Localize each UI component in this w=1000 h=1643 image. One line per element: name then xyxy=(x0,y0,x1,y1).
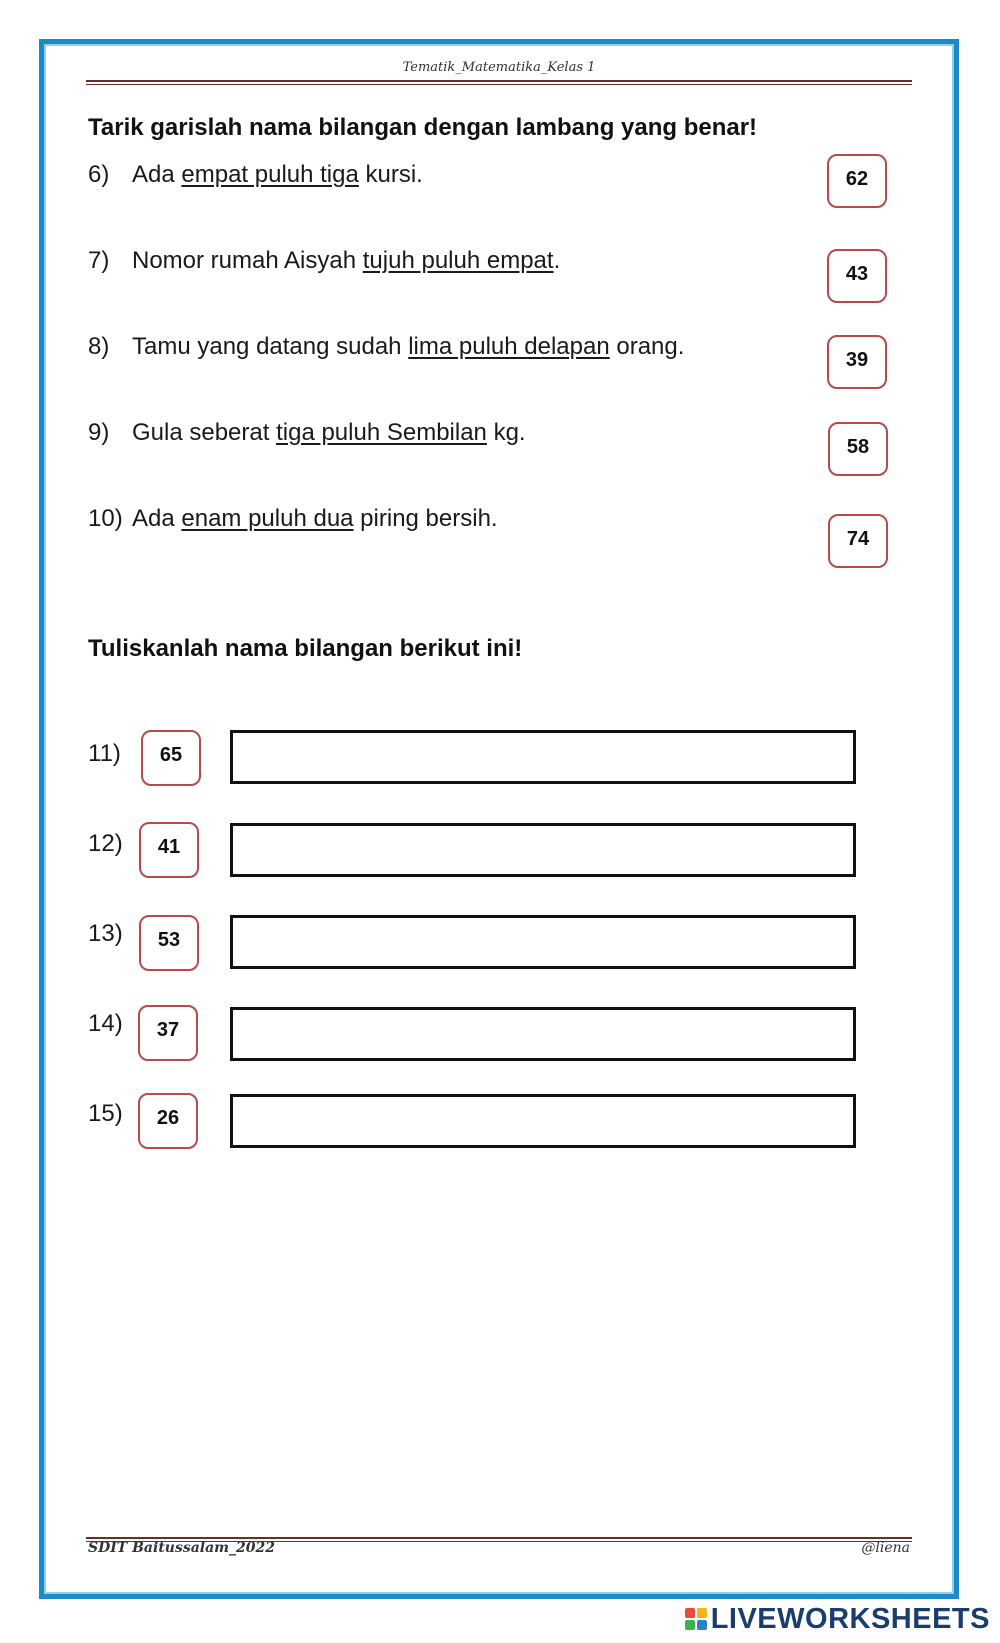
answer-input[interactable] xyxy=(230,1094,856,1148)
question-number-words: tiga puluh Sembilan xyxy=(276,419,487,446)
question-text: orang. xyxy=(609,333,685,360)
liveworksheets-logo-icon xyxy=(685,1608,707,1630)
liveworksheets-brand[interactable] xyxy=(685,1601,990,1637)
match-number-box[interactable]: 43 xyxy=(827,249,887,303)
match-number-box[interactable]: 58 xyxy=(828,422,888,476)
item-label: 13) xyxy=(88,920,123,947)
brand-name: LIVEWORKSHEETS xyxy=(710,1602,990,1635)
answer-input[interactable] xyxy=(230,730,856,784)
section2-heading: Tuliskanlah nama bilangan berikut ini! xyxy=(88,635,523,662)
question-text: Nomor rumah Aisyah xyxy=(132,247,363,274)
question-number: 8) xyxy=(88,333,110,360)
footer-school: SDIT Baitussalam_2022 xyxy=(88,1540,275,1556)
question-number: 9) xyxy=(88,419,110,446)
question-text: piring bersih. xyxy=(353,505,498,532)
item-label: 14) xyxy=(88,1010,123,1037)
header-title: Tematik_Matematika_Kelas 1 xyxy=(402,60,596,75)
item-label: 12) xyxy=(88,830,123,857)
question-text: Ada xyxy=(132,505,182,532)
question-number-words: tujuh puluh empat xyxy=(362,247,554,274)
question-8 xyxy=(88,333,684,361)
question-number: 6) xyxy=(88,161,110,188)
item-number-box: 65 xyxy=(141,730,201,786)
question-text: kg. xyxy=(486,419,526,446)
question-text: Gula seberat xyxy=(132,419,277,446)
question-number: 10) xyxy=(88,505,123,532)
question-text: kursi. xyxy=(358,161,423,188)
question-number-words: empat puluh tiga xyxy=(181,161,359,188)
item-label: 15) xyxy=(88,1100,123,1127)
match-number-box[interactable]: 39 xyxy=(827,335,887,389)
item-label: 11) xyxy=(88,740,121,767)
question-7 xyxy=(88,247,560,275)
item-number-box: 26 xyxy=(138,1093,198,1149)
question-text: Ada xyxy=(132,161,182,188)
question-6 xyxy=(88,161,423,189)
question-number: 7) xyxy=(88,247,110,274)
question-number-words: lima puluh delapan xyxy=(408,333,610,360)
question-text: Tamu yang datang sudah xyxy=(132,333,409,360)
question-10 xyxy=(88,505,498,533)
section1-heading: Tarik garislah nama bilangan dengan lambang yang benar! xyxy=(88,114,758,141)
footer-author: @liena xyxy=(861,1540,910,1556)
match-number-box[interactable]: 74 xyxy=(828,514,888,568)
question-text: . xyxy=(553,247,561,274)
item-number-box: 41 xyxy=(139,822,199,878)
answer-input[interactable] xyxy=(230,915,856,969)
match-number-box[interactable]: 62 xyxy=(827,154,887,208)
answer-input[interactable] xyxy=(230,823,856,877)
question-9 xyxy=(88,419,526,447)
header-rule xyxy=(86,80,912,85)
answer-input[interactable] xyxy=(230,1007,856,1061)
item-number-box: 53 xyxy=(139,915,199,971)
item-number-box: 37 xyxy=(138,1005,198,1061)
question-number-words: enam puluh dua xyxy=(181,505,354,532)
